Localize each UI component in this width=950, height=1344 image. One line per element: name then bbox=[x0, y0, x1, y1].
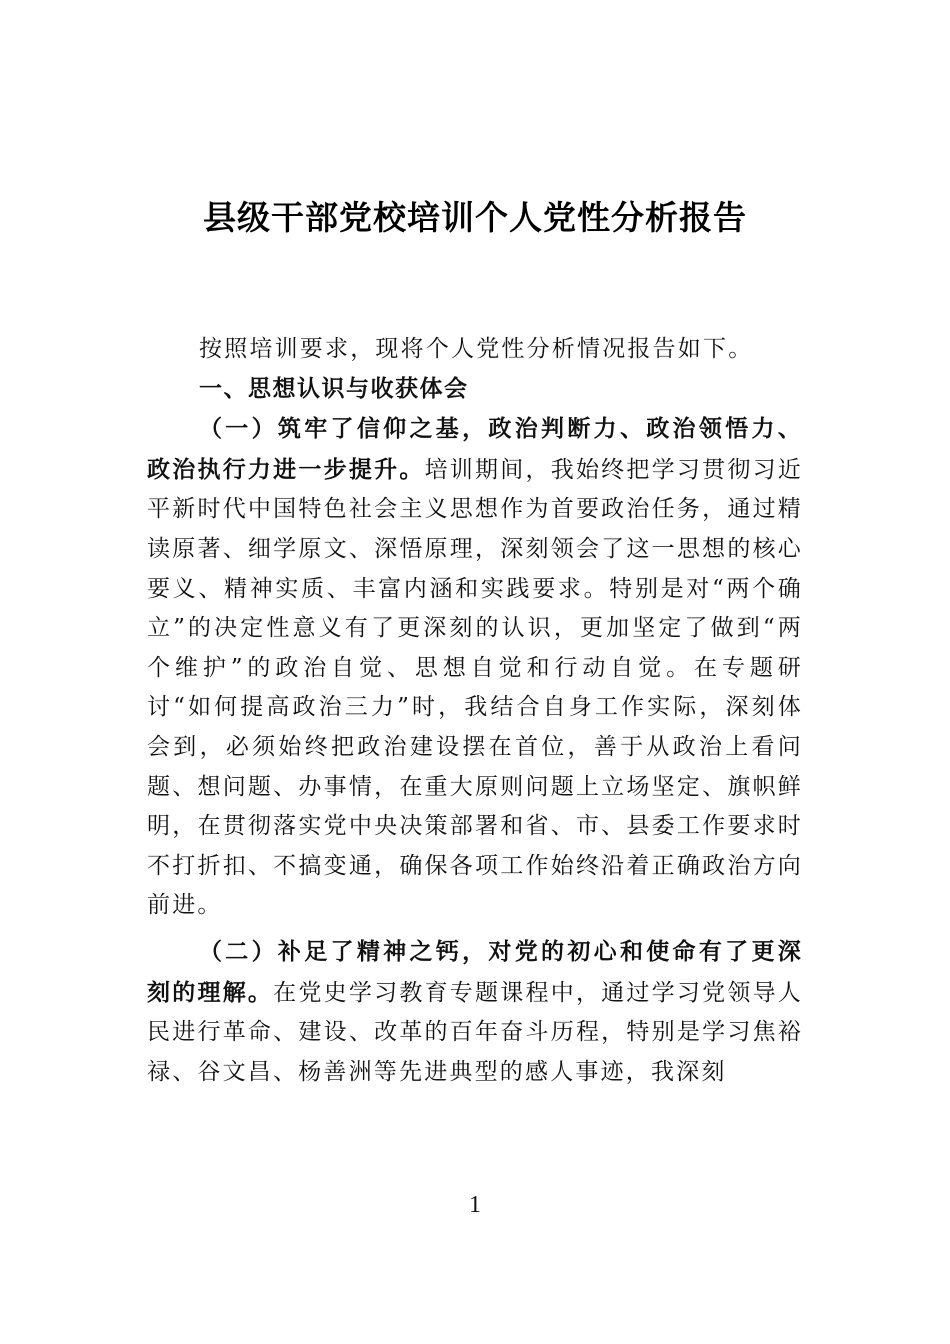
paragraph-2 bbox=[147, 932, 803, 1092]
document-title: 县级干部党校培训个人党性分析报告 bbox=[203, 198, 747, 237]
paragraph-1-body: 培训期间，我始终把学习贯彻习近平新时代中国特色社会主义思想作为首要政治任务，通过精读原著、细学原文、深悟原理，深刻领会了这一思想的核心要义、精神实质、丰富内涵和实践要求。特别是对“两个确立”的决定性意义有了更深刻的认识，更加坚定了做到“两个维护”的政治自觉、思想自觉和行动自觉。在专题研讨“如何提高政治三力”时，我结合自身工作实际，深刻体会到，必须始终把政治建设摆在首位，善于从政治上看问题、想问题、办事情，在重大原则问题上立场坚定、旗帜鲜明，在贯彻落实党中央决策部署和省、市、县委工作要求时不打折扣、不搞变通，确保各项工作始终沿着正确政治方向前进。 bbox=[147, 456, 804, 919]
paragraph-1-lead: （一）筑牢了信仰之基，政治判断力、政治领悟力、政治执行力进一步提升。 bbox=[147, 415, 803, 483]
paragraph-1 bbox=[147, 409, 803, 926]
paragraph-2-body: 在党史学习教育专题课程中，通过学习党领导人民进行革命、建设、改革的百年奋斗历程，特别是学习焦裕禄、谷文昌、杨善洲等先进典型的感人事迹，我深刻 bbox=[147, 979, 804, 1085]
paragraph-2-lead: （二）补足了精神之钙，对党的初心和使命有了更深刻的理解。 bbox=[147, 937, 803, 1006]
document-body bbox=[147, 330, 803, 1092]
intro-paragraph: 按照培训要求，现将个人党性分析情况报告如下。 bbox=[199, 336, 754, 362]
section-heading-1: 一、思想认识与收获体会 bbox=[199, 375, 469, 402]
page-number: 1 bbox=[469, 1192, 481, 1218]
